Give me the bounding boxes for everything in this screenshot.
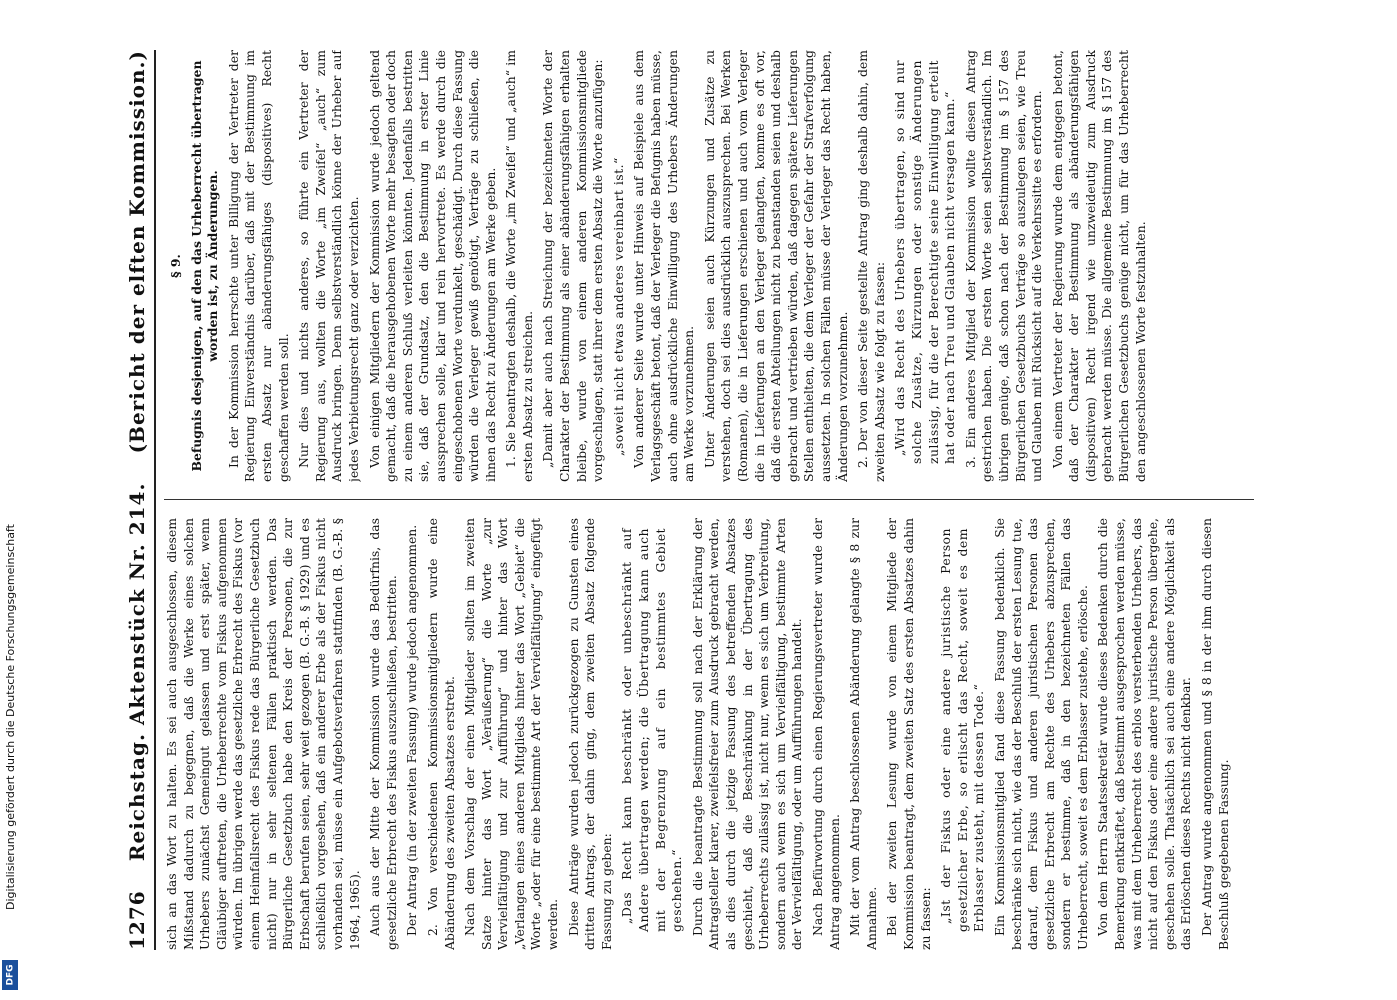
page-title: Reichstag. Aktenstück Nr. 214. (125, 482, 149, 862)
dfg-logo-text: DFG (5, 964, 16, 986)
paragraph: Von einem Vertreter der Regierung wurde dem entgegen betont, daß der Charakter der Bestimmung als abänderungsfähigen (dispositiven) Recht irgend wie unzweideutig zum Ausdruck gebracht werden müsse. Die allgemeine Bestimmung im § 157 des Bürgerlichen Gesetzbuchs genüge nicht, um für das Urheberrecht den angeschlossenen Worte festzuhalten. (1049, 50, 1148, 482)
paragraph: „Damit aber auch nach Streichung der bezeichneten Worte der Charakter der Bestimmung als einer abänderungsfähigen erhalten bleibe, wurde von einem anderen Kommissionsmitgliede vorgeschlagen, statt ihrer dem ersten Absatz die Worte anzufügen: (540, 50, 606, 482)
quoted-proposal: „Ist der Fiskus oder eine andere juristische Person gesetzlicher Erbe, so erlischt das Recht, soweit es dem Erblasser zusteht, mit dessen Tode.“ (938, 528, 987, 932)
section-subheading: Befugnis desjenigen, auf den das Urheberrecht übertragen worden ist, zu Änderungen. (188, 60, 221, 472)
paragraph: Der Antrag (in der zweiten Fassung) wurde jedoch angenommen. (404, 524, 420, 936)
paragraph: Mit der vom Antrag beschlossenen Abänderung gelangte § 8 zur Annahme. (847, 518, 879, 950)
paragraph: Von einigen Mitgliedern der Kommission wurde jedoch geltend gemacht, daß die herausgehobenen Worte mehr besagten oder doch zu einem anderen Schluß verleiten könnten. Jedenfalls bestritten sie, daß der Grundsatz, den die Bestimmung in erster Linie aussprechen solle, klar und rein hervortrete. Es werde durch die eingeschobenen Worte verdunkelt, geschädigt. Durch diese Fassung würden die Verleger gewiß genötigt, Verträge zu schließen, die ihnen das Recht zu Änderungen am Werke geben. (366, 50, 498, 482)
paragraph: 2. Der von dieser Seite gestellte Antrag ging deshalb dahin, dem zweiten Absatz wie folgt zu fassen: (855, 50, 887, 482)
paragraph: 3. Ein anderes Mitglied der Kommission wollte diesen Antrag gestrichen haben. Die ersten Worte seien selbstverständlich. Im übrigen genüge, daß schon nach der Bestimmung im § 157 des Bürgerlichen Gesetzbuchs Verträge so auszulegen seien, wie Treu und Glauben mit Rücksicht auf die Verkehrssitte es erfordern. (962, 50, 1045, 482)
paragraph: 1. Sie beantragten deshalb, die Worte „im Zweifel“ und „auch“ im ersten Absatz zu streichen. (503, 50, 535, 482)
paragraph: Auch aus der Mitte der Kommission wurde das Bedürfnis, das gesetzliche Erbrecht des Fiskus auszuschließen, bestritten. (367, 518, 399, 950)
left-column (164, 518, 1254, 950)
paragraph: Ein Kommissionsmitglied fand diese Fassung bedenklich. Sie beschränke sich nicht, wie das der Beschluß der ersten Lesung tue, darauf, dem Fiskus und anderen juristischen Personen das gesetzliche Erbrecht am Rechte des Urhebers abzusprechen, sondern er bestimme, daß in den bezeichneten Fällen das Urheberrecht, soweit es dem Erblasser zustehe, erlösche. (991, 518, 1090, 950)
right-column (164, 50, 1254, 482)
scanned-page (120, 50, 1270, 950)
paragraph: Der Antrag wurde angenommen und § 8 in der ihm durch diesen Beschluß gegebenen Fassung. (1199, 518, 1231, 950)
paragraph: Nur dies und nichts anderes, so führte ein Vertreter der Regierung aus, wollten die Worte „im Zweifel“ „auch“ zum Ausdruck bringen. Denn selbstverständlich könne der Urheber auf jedes Verbietungsrecht ganz oder verzichten. (296, 50, 361, 482)
paragraph: Nach dem Vorschlag der einen Mitglieder sollten im zweiten Satze hinter das Wort „Veräußerung“ die Worte „zur Vervielfältigung und zur Aufführung“ und hinter das Wort „Verlangen eines anderen Mitglieds hinter das Wort „Gebiet“ die Worte „oder für eine bestimmte Art der Vervielfältigung“ eingefügt werden. (462, 518, 561, 950)
paragraph: Durch die beantragte Bestimmung soll nach der Erklärung der Antragsteller klarer, zweifelsfreier zum Ausdruck gebracht werden, als dies durch die jetzige Fassung des betreffenden Absatzes geschieht, daß die Beschränkung in der Übertragung des Urheberrechts zulässig ist, nicht nur, wenn es sich um Verbreitung, sondern auch wenn es sich um Vervielfältigung, bestimmte Arten der Vervielfältigung, oder um Aufführungen handelt. (689, 518, 805, 950)
paragraph: Nach Befürwortung durch einen Regierungsvertreter wurde der Antrag angenommen. (809, 518, 842, 950)
section-heading: § 9. (168, 254, 183, 278)
quoted-proposal: „Das Recht kann beschränkt oder unbeschränkt auf Andere übertragen werden; die Übertragung kann auch mit der Begrenzung auf ein bestimmtes Gebiet geschehen.“ (619, 528, 685, 932)
paragraph: Unter Änderungen seien auch Kürzungen und Zusätze zu verstehen, doch sei dies ausdrücklich auszusprechen. Bei Werken (Romanen), die in Lieferungen erschienen und auch vom Verleger die in Lieferungen an den Verleger gelangten, komme es oft vor, daß die ersten Abteilungen nicht zu beanstanden seien und deshalb gebracht und vertrieben würden, daß dagegen spätere Lieferungen Stellen enthielten, die dem Verleger der Gefahr der Strafverfolgung aussetzten. In solchen Fällen müsse der Verleger das Recht haben, Änderungen vorzunehmen. (701, 50, 850, 482)
paragraph: Von dem Herrn Staatssekretär wurde dieses Bedenken durch die Bemerkung entkräftet, daß bestimmt ausgesprochen werden müsse, was mit dem Urheberrecht des erblos versterbenden Urhebers, das nicht auf den Fiskus oder eine andere juristische Person übergehe, geschehen solle. Thatsächlich sei auch eine andere Möglichkeit als das Erlöschen dieses Rechts nicht denkbar. (1095, 518, 1194, 950)
page-number: 1276 (125, 890, 149, 950)
dfg-logo (2, 960, 18, 990)
paragraph: Diese Anträge wurden jedoch zurückgezogen zu Gunsten eines dritten Antrags, der dahin ging, dem zweiten Absatz folgende Fassung zu geben: (565, 518, 614, 950)
paragraph: Bei der zweiten Lesung wurde von einem Mitgliede der Kommission beantragt, dem zweiten Satz des ersten Absatzes dahin zu fassen: (884, 518, 933, 950)
paragraph: In der Kommission herrschte unter Billigung der Vertreter der Regierung Einverständnis darüber, daß mit der Bestimmung im ersten Absatz nur abänderungsfähiges (dispositives) Recht geschaffen werden soll. (225, 50, 291, 482)
rotated-page-content (120, 50, 1270, 950)
funding-notice: Digitalisierung gefördert durch die Deutsche Forschungsgemeinschaft (4, 524, 17, 910)
quoted-proposal: „soweit nicht etwas anderes vereinbart ist.“ (610, 157, 626, 456)
paragraph: Von anderer Seite wurde unter Hinweis auf Beispiele aus dem Verlagsgeschäft betont, daß der Verleger die Befugnis haben müsse, auch ohne ausdrückliche Einwilligung des Urhebers Änderungen am Werke vorzunehmen. (631, 50, 697, 482)
page-header (120, 50, 156, 950)
column-divider (164, 499, 1254, 500)
quoted-proposal: „Wird das Recht des Urhebers übertragen, so sind nur solche Zusätze, Kürzungen oder sonstige Änderungen zulässig, für die der Berechtigte seine Einwilligung erteilt hat oder nach Treu und Glauben nicht versagen kann.“ (892, 60, 958, 464)
page-subtitle: (Bericht der elften Kommission.) (125, 50, 149, 454)
paragraph: sich an das Wort zu halten. Es sei auch ausgeschlossen, diesem Mißstand dadurch zu begegnen, daß die Werke eines solchen Urhebers zunächst Gemeingut gelassen und erst später, wenn Gläubiger auftreten, die Urheberrechte vom Fiskus aufgenommen würden. Im übrigen werde das gesetzliche Erbrecht des Fiskus (vor einem Heimfallsrecht des Fiskus rede das Bürgerliche Gesetzbuch nicht) nur in sehr seltenen Fällen praktisch werden. Das Bürgerliche Gesetzbuch habe den Kreis der Personen, die zur Erbschaft berufen seien, sehr weit gezogen (B. G.-B. § 1929) und es schließlich vorgesehen, daß ein anderer Erbe als der Fiskus nicht vorhanden sei, müsse ein Aufgebotsverfahren stattfinden (B. G.-B. § 1964, 1965). (164, 518, 362, 950)
paragraph: 2. Von verschiedenen Kommissionsmitgliedern wurde eine Abänderung des zweiten Absatzes erstrebt. (424, 518, 457, 950)
